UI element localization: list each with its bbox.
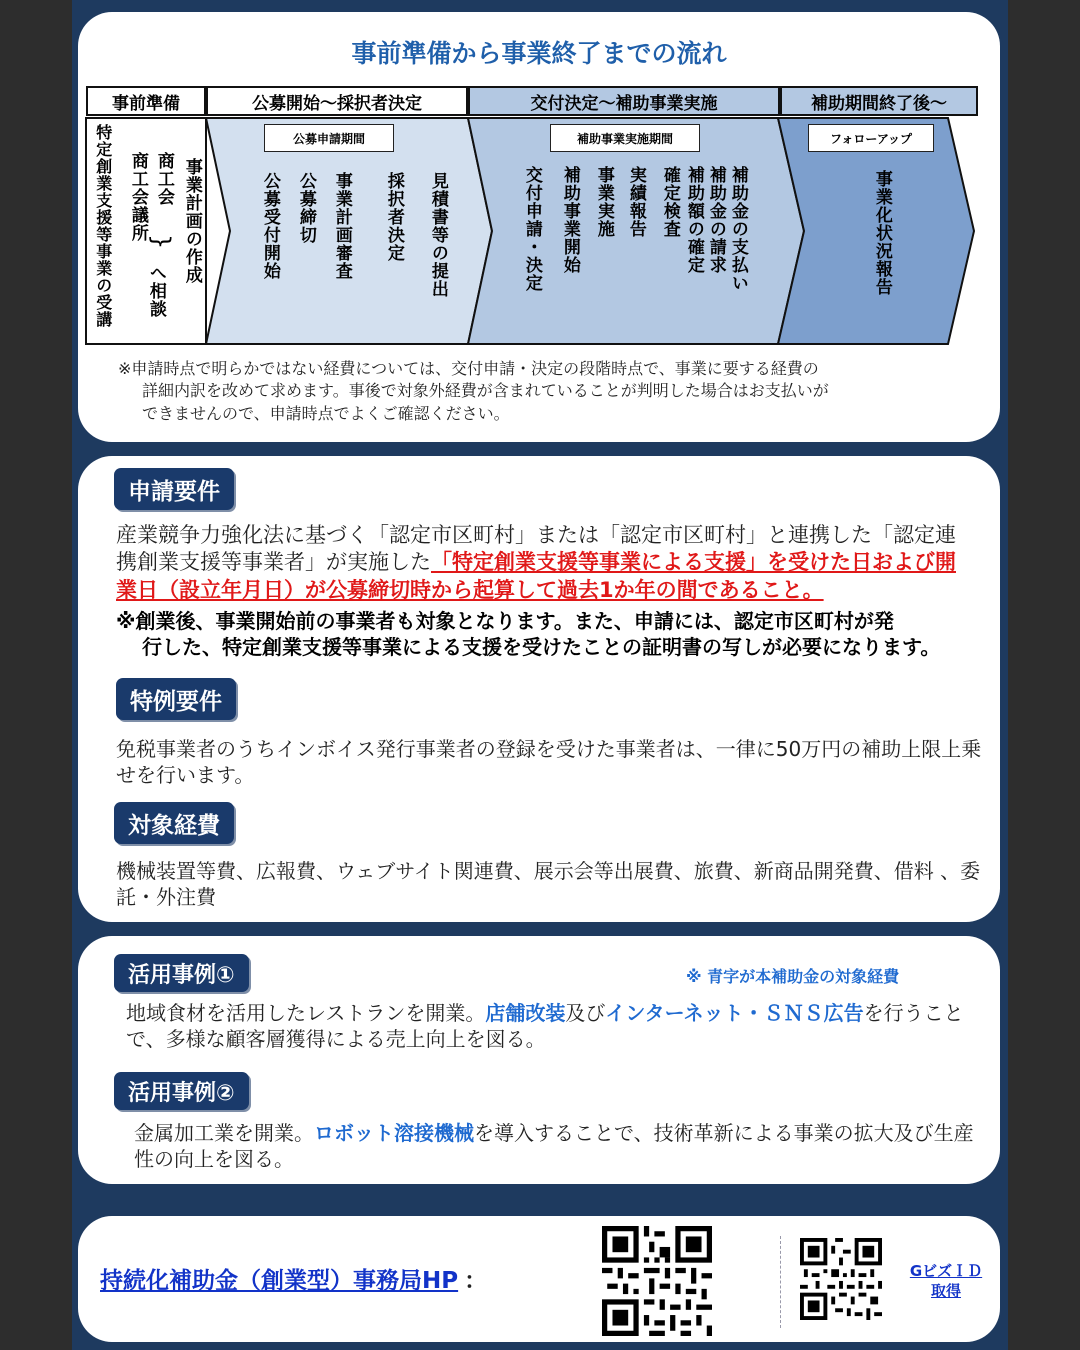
gbiz-link-line[interactable]: GビズＩＤ [909,1262,983,1280]
prep-training: 特定創業支援等事業の受講 [93,124,113,328]
divider [780,1236,781,1328]
period-implementation: 補助事業実施期間 [550,124,700,152]
case2-tag: 活用事例② [114,1072,249,1110]
period-application: 公募申請期間 [264,124,394,152]
requirements-text-highlight: 「特定創業支援等事業による支援」を受けた日および開業日（設立年月日）が公募締切時から起算して過去1か年の間であること。 [116,550,956,602]
cases-note: ※ 青字が本補助金の対象経費 [686,967,900,986]
stage2-item: 公募受付開始 [259,172,280,280]
case1-expense: 店舗改装 [485,1001,566,1025]
case1-part: 及び [565,1001,606,1025]
hp-link-label[interactable]: 持続化補助金（創業型）事務局HP [100,1268,459,1294]
case1-part: 地域食材を活用したレストランを開業。 [126,1001,486,1025]
special-tag: 特例要件 [116,678,236,720]
case1-text [126,1000,966,1052]
flow-title: 事前準備から事業終了までの流れ [351,39,727,68]
prep-plan: 事業計画の作成 [181,158,202,284]
requirements-note-line: ※創業後、事業開始前の事業者も対象となります。また、申請には、認定市区町村が発 [116,609,894,633]
flow-card [78,12,1000,442]
stage2-item: 見積書等の提出 [427,172,448,298]
stage3-item: 補助金の請求 [705,166,726,274]
gbiz-link-line[interactable]: 取得 [930,1281,961,1300]
stage-header-implementation: 交付決定～補助事業実施 [468,86,780,116]
hp-link[interactable] [100,1262,487,1295]
stage-header-application: 公募開始～採択者決定 [206,86,468,116]
stage3-item: 補助事業開始 [559,166,580,274]
note-line: ※申請時点で明らかではない経費については、交付申請・決定の段階時点で、事業に要する経費の [118,359,819,378]
requirements-text [116,522,976,604]
expenses-text: 機械装置等費、広報費、ウェブサイト関連費、展示会等出展費、旅費、新商品開発費、借料 、委託・外注費 [116,859,981,909]
footer-card [78,1216,1000,1342]
stage2-item: 公募締切 [295,172,316,244]
stage-header-followup: 補助期間終了後～ [780,86,978,116]
case2-part: を導入することで、技術革新による事業の拡大及び生産性の向上を図る。 [134,1121,974,1171]
stage3-item: 交付申請・決定 [521,166,542,292]
requirements-tag: 申請要件 [114,468,234,510]
case2-text [134,1120,974,1172]
stage3-item: 事業実施 [593,166,614,238]
stage2-item: 事業計画審査 [331,172,352,280]
prep-chamber-1: 商工会 [153,152,174,206]
case1-part: を行うことで、多様な顧客層獲得による売上向上を図る。 [126,1001,964,1051]
note-line: できませんので、申請時点でよくご確認ください。 [142,403,510,423]
hp-link-colon: ： [464,1268,488,1294]
requirements-text-main: 産業競争力強化法に基づく「認定市区町村」または「認定市区町村」と連携した「認定連携創業支援等事業者」が実施した [116,523,956,575]
requirements-card [78,456,1000,922]
requirements-note-line: 行した、特定創業支援等事業による支援を受けたことの証明書の写しが必要になります。 [142,635,941,659]
stage3-item: 補助額の確定 [683,166,704,274]
brace: } [147,234,176,251]
qr-code-gbiz[interactable] [800,1238,882,1320]
note-line: 詳細内訳を改めて求めます。事後で対象外経費が含まれていることが判明した場合はお支払いが [142,381,829,401]
prep-chamber-2: 商工会議所 [127,152,148,242]
stage3-item: 補助金の支払い [727,166,748,292]
expenses-tag: 対象経費 [114,802,234,844]
case1-expense: インターネット・ＳＮＳ広告 [605,1001,864,1025]
prep-consult: へ相談 [145,264,166,318]
stage3-item: 実績報告 [625,166,646,238]
stage2-item: 採択者決定 [383,172,404,262]
case2-part: 金属加工業を開業。 [134,1121,314,1145]
flow-note [118,358,958,425]
cases-card [78,936,1000,1184]
stage-header-prep: 事前準備 [86,86,206,116]
period-followup: フォローアップ [808,124,934,152]
stage3-item: 確定検査 [659,166,680,238]
requirements-note [116,608,996,660]
stage4-item: 事業化状況報告 [871,170,892,296]
qr-code-hp[interactable] [602,1226,712,1336]
flyer-page [72,0,1008,1350]
gbiz-link[interactable] [896,1262,996,1301]
case2-expense: ロボット溶接機械 [314,1121,474,1145]
special-text: 免税事業者のうちインボイス発行事業者の登録を受けた事業者は、一律に50万円の補助上限上乗せを行います。 [116,737,982,787]
case1-tag: 活用事例① [114,954,249,992]
